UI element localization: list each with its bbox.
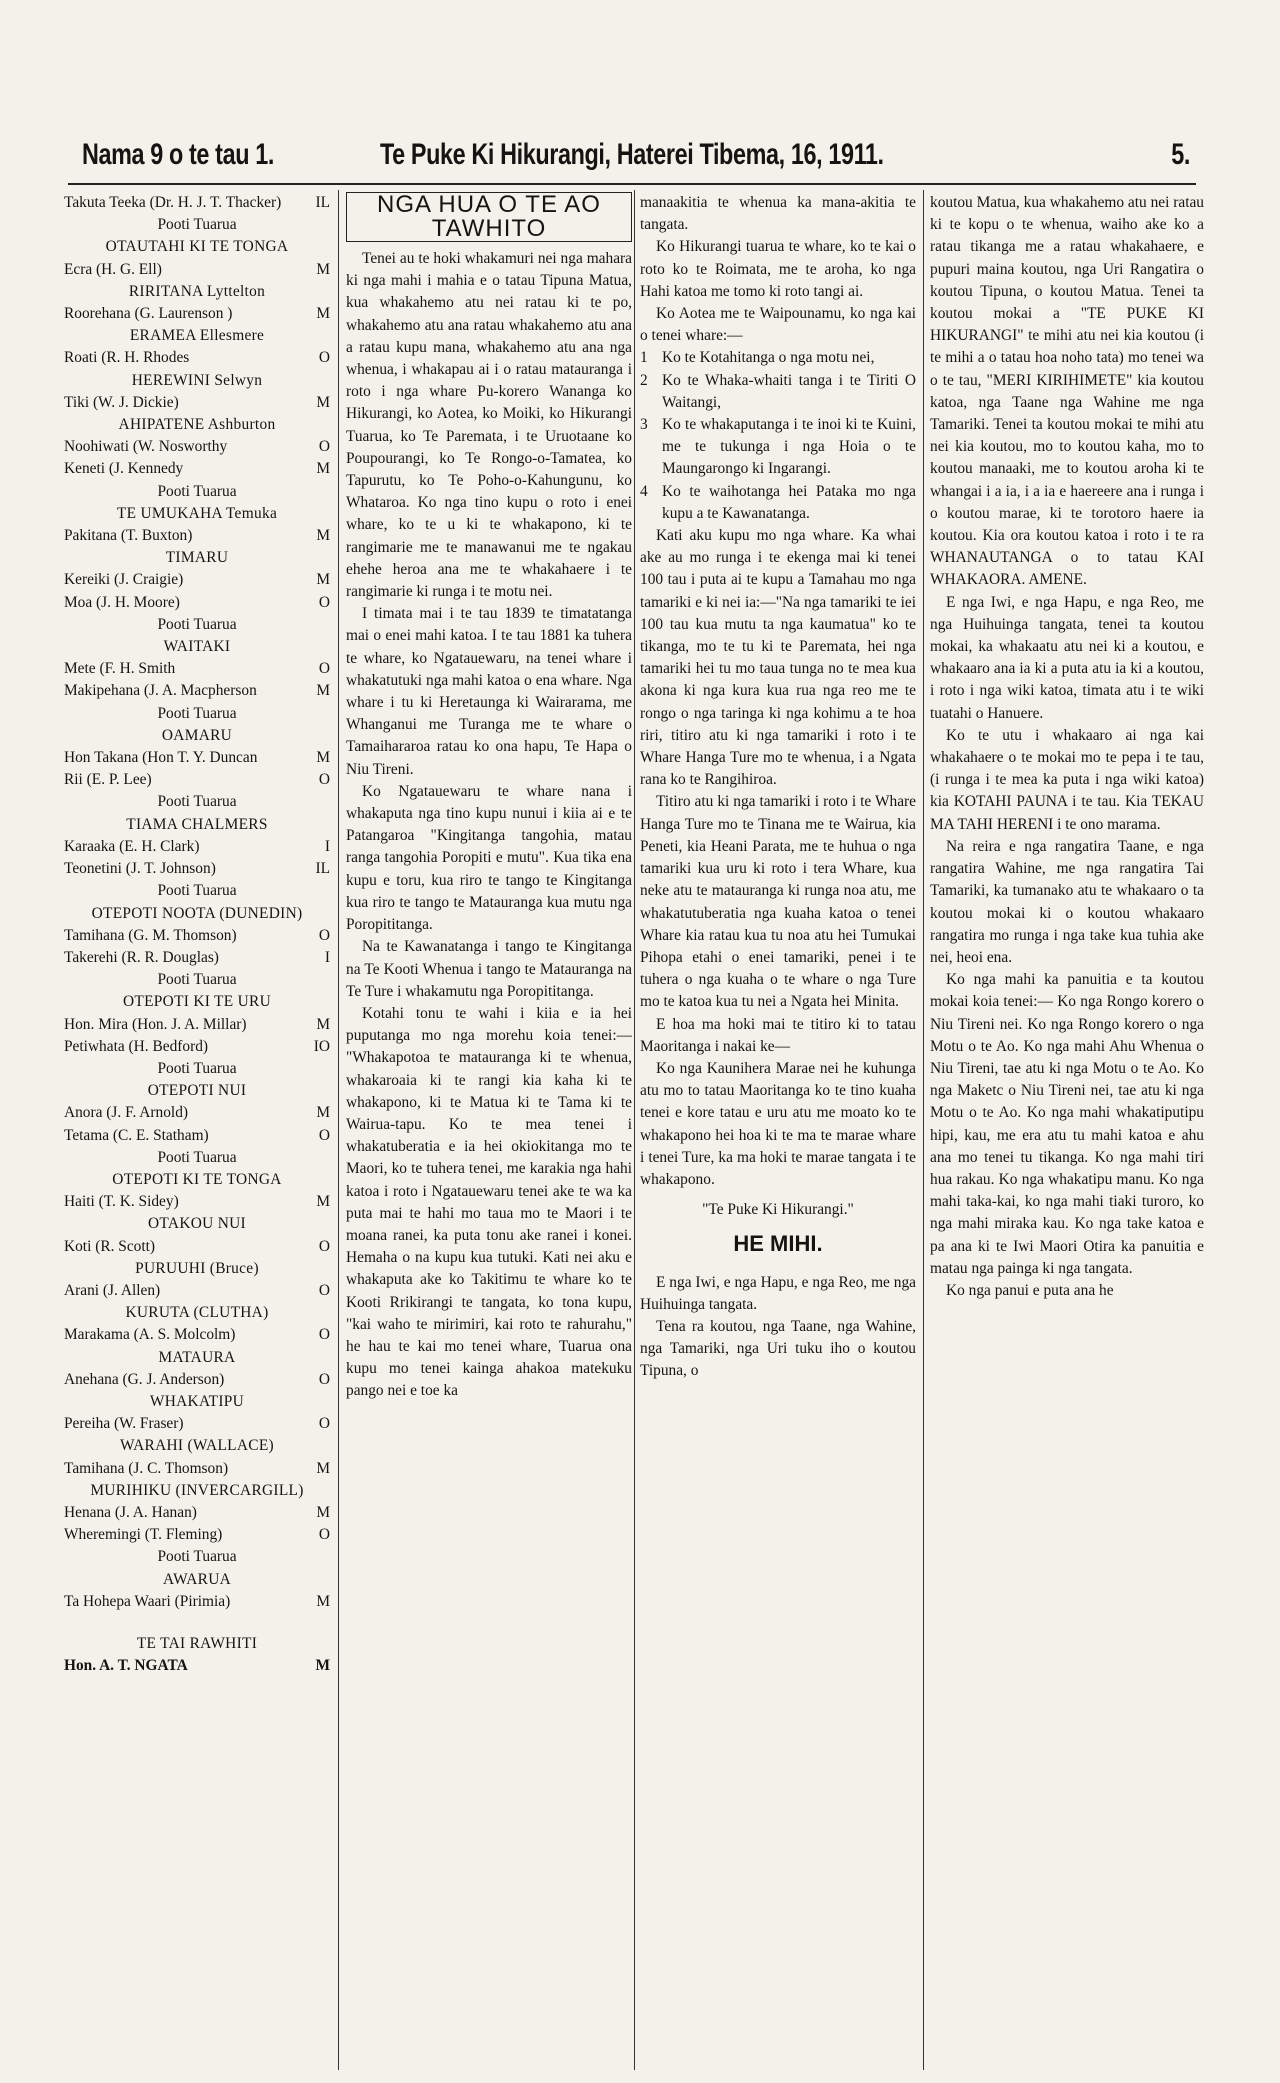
member-name: Roati (R. H. Rhodes — [64, 349, 190, 367]
party-mark: O — [318, 438, 330, 456]
paragraph: Titiro atu ki nga tamariki i roto i te Whare Hanga Ture mo te Tinana me te Wairua, kia Peneti, kia Heani Parata, me te huhua o nga tamariki kua uru ki roto i tera Whare, kua neke atu te matauranga ki runga noa atu, me whakatutuberatia nga kuaha katoa o tenei Whare kia ratau kua tu noa atu hei Tumukai Pihopa etahi o enei tamariki, penei i te tuhera o nga kuaha o te whare o nga Ture mo te katoa kua tu nei a Ngata hei Minita. — [640, 793, 916, 1011]
member-row — [64, 947, 330, 969]
member-name: Tamihana (J. C. Thomson) — [64, 1459, 229, 1477]
member-row — [64, 1502, 330, 1524]
paragraph: E nga Iwi, e nga Hapu, e nga Reo, me nga Huihuinga tangata, tenei ta koutou mokai, ka whakaatu atu nei ki a koutou, e whakaaro ana ia ki a puta atu ia ki a koutou, i roto i nga wiki katoa, timata atu i te wiki tuatahi o Hanuere. — [930, 593, 1204, 722]
member-row — [64, 303, 330, 325]
paragraph: Tena ra koutou, nga Taane, nga Wahine, nga Tamariki, nga Uri tuku iho o koutou Tipuna, o — [640, 1317, 916, 1380]
member-name: Pereiha (W. Fraser) — [64, 1415, 184, 1433]
party-mark: M — [316, 1503, 330, 1521]
member-row — [64, 592, 330, 614]
masthead — [82, 138, 1190, 180]
member-name: Roorehana (G. Laurenson ) — [64, 305, 233, 323]
paragraph: Ko te utu i whakaaro ai nga kai whakahaere o te mokai mo te pepa i te tau, (i runga i te mea ka puta i nga wiki katoa) kia KOTAHI PAUNA i te tau. Kia TEKAU MA TAHI HERENI i te ono marama. — [930, 726, 1204, 833]
member-row — [64, 347, 330, 369]
party-mark: O — [318, 593, 330, 611]
member-row — [64, 192, 330, 214]
party-mark: M — [316, 749, 330, 767]
newspaper-title: Te Puke Ki Hikurangi, Haterei Tibema, 16, 1911. — [380, 138, 884, 171]
member-name: Noohiwati (W. Nosworthy — [64, 438, 228, 456]
member-row — [64, 747, 330, 769]
member-row — [64, 1324, 330, 1346]
paragraph: Kati aku kupu mo nga whare. Ka whai ake au mo runga i te ekenga mai ki tenei 100 tau i puta ai te kupu a Tamahau mo nga tamariki e ki nei ia:—"Na nga tamariki te iei 100 tau kua mutu ta nga kaumatua" ko te tikanga, mo te tu ki te Paremata, hei nga tamariki hei tu mo taua tunga no te mea kua akona ki nga kura kua rua nga reo me te rongo o nga taringa ki nga kohimu a te hoa riri, titiro atu ki nga tamariki i roto i te Whare Hanga Ture mo te whenua, i a Ngata rana ko te Rangihiroa. — [640, 527, 916, 789]
party-mark: I — [324, 948, 330, 966]
electorate-name: OTAUTAHI KI TE TONGA — [105, 238, 289, 256]
electorate-name: TE UMUKAHA Temuka — [116, 504, 278, 522]
article-column-2 — [346, 192, 632, 2072]
list-item: 2 Ko te Whaka-whaiti tanga i te Tiriti O Waitangi, — [640, 371, 916, 411]
electorate-name: PURUUHI (Bruce) — [135, 1259, 259, 1277]
party-mark: M — [316, 1104, 330, 1122]
article-heading: NGA HUA O TE AO TAWHITO — [346, 192, 632, 242]
electorate-name: OTAKOU NUI — [148, 1215, 246, 1233]
paragraph: koutou Matua, kua whakahemo atu nei ratau ki te kopu o te whenua, waiho ake ko a ratau tikanga me a ratau whakahaere, e pupuri maina koutou, nga Uri Rangatira o koutou Tipuna, o koutou Matua. Tenei ta koutou mokai a "TE PUKE KI HIKURANGI" te mihi atu nei kia koutou (i te mihi a o tatau hoa noho tata) mo tenei wa o te tau, "MERI KIRIHIMETE" kia koutou katoa, nga Taane nga Wahine me nga Tamariki. Tenei ta koutou mokai te mihi atu nei kia koutou, mo to koutou kaha, mo to koutou manaaki, me to koutou aroha ki te whangai i a ia, i a ia e haereere ana i runga i o koutou marae, ki te torotoro haere ia koutou. Kia ora koutou katoa i roto i te ra WHANAUTANGA o to tatau KAI WHAKAORA. AMENE. — [930, 194, 1204, 589]
party-mark: O — [318, 1126, 330, 1144]
paragraph: Na te Kawanatanga i tango te Kingitanga na Te Kooti Whenua i tango te Matauranga na Te Ture i whakamutu nga Poropititanga. — [346, 938, 632, 1000]
member-name: Takuta Teeka (Dr. H. J. T. Thacker) — [64, 194, 282, 211]
second-ballot-label: Pooti Tuarua — [157, 482, 237, 500]
member-name: Henana (J. A. Hanan) — [64, 1503, 197, 1521]
member-row — [64, 1280, 330, 1302]
party-mark: M — [316, 571, 330, 589]
member-name: Mete (F. H. Smith — [64, 660, 176, 678]
spacer — [64, 1613, 330, 1633]
list-item: 4 Ko te waihotanga hei Pataka mo nga kupu a te Kawanatanga. — [640, 482, 916, 522]
party-mark: M — [316, 1592, 330, 1610]
electorate-name: TIMARU — [165, 549, 229, 567]
electorate-name: TE TAI RAWHITI — [136, 1635, 258, 1652]
member-name: Moa (J. H. Moore) — [64, 593, 180, 611]
member-row — [64, 1655, 330, 1677]
party-mark: O — [318, 926, 330, 944]
party-mark: O — [318, 660, 330, 678]
member-row — [64, 836, 330, 858]
electorate-name: MURIHIKU (INVERCARGILL) — [90, 1481, 304, 1499]
paragraph: Ko nga panui e puta ana he — [946, 1281, 1114, 1299]
election-results-column — [64, 192, 330, 2072]
column-divider — [923, 190, 924, 2070]
member-row — [64, 1102, 330, 1124]
party-mark: M — [316, 1193, 330, 1211]
member-row — [64, 1413, 330, 1435]
section-heading: HE MIHI. — [733, 1231, 823, 1257]
paragraph: Ko Hikurangi tuarua te whare, ko te kai o roto ko te Roimata, me te aroha, ko nga Hahi katoa me tomo ki roto tangi ai. — [640, 238, 916, 300]
electorate-name: ERAMEA Ellesmere — [129, 327, 265, 345]
member-row — [64, 769, 330, 791]
member-name: Anehana (G. J. Anderson) — [64, 1370, 225, 1388]
party-mark: I — [324, 837, 330, 855]
paragraph: Tenei au te hoki whakamuri nei nga mahara ki nga mahi i mahia e o tatau Tipuna Matua, kua whakahemo atu nei ratau ki te po, whakahemo atu ana ratau whakahemo atu ana a ratau kupu mana, whakahemo atu ana nga whenua, i whakapau ai i o ratau matauranga i roto i nga whare Pu-korero Wananga ko Hikurangi, ko Aotea, ko Moiki, ko Hikurangi Tuarua, ko Te Paremata, i te Uruotaane ko Poupourangi, ko Te Rongo-o-Tamatea, ko Tapurutu, ko Te Poho-o-Kahungunu, ko Whataroa. Ko nga tino kupu o roto i enei whare, ko te u ki te whakapono, ki te rangimarie me te manawanui me te ngakau ehehe heroa ana me te whakahaere i te rangimarie ki runga i te motu nei. — [346, 250, 632, 601]
member-name: Anora (J. F. Arnold) — [64, 1104, 189, 1122]
member-row — [64, 680, 330, 702]
member-name: Haiti (T. K. Sidey) — [64, 1193, 179, 1211]
member-row — [64, 259, 330, 281]
electorate-name: MATAURA — [158, 1348, 236, 1366]
member-name: Wheremingi (T. Fleming) — [64, 1526, 223, 1544]
member-name: Makipehana (J. A. Macpherson — [64, 682, 257, 700]
member-row — [64, 569, 330, 591]
second-ballot-label: Pooti Tuarua — [157, 1548, 237, 1566]
party-mark: IL — [315, 860, 330, 878]
member-row — [64, 658, 330, 680]
member-row — [64, 1125, 330, 1147]
member-name: Ecra (H. G. Ell) — [64, 260, 162, 278]
party-mark: O — [318, 1237, 330, 1255]
party-mark: M — [316, 1459, 330, 1477]
electorate-name: KURUTA (CLUTHA) — [125, 1304, 269, 1322]
member-name: Petiwhata (H. Bedford) — [64, 1037, 209, 1055]
paragraph: E nga Iwi, e nga Hapu, e nga Reo, me nga Huihuinga tangata. — [640, 1273, 916, 1313]
list-item: 3 Ko te whakaputanga i te inoi ki te Kuini, me te tukunga i nga Hoia o te Maungarongo ki Ingarangi. — [640, 416, 916, 478]
party-mark: IL — [315, 194, 330, 211]
member-row — [64, 1591, 330, 1613]
party-mark: M — [316, 527, 330, 545]
member-row — [64, 1369, 330, 1391]
paragraph: Kotahi tonu te wahi i kiia e ia hei puputanga mo nga morehu koia tenei:— "Whakapotoa te matauranga ki te whenua, whakaroaia ki te rangi kia kaha ki te whakapono, ki te Matua ki te Tama ki te Wairua-tapu. Ko te mea tenei i whakatuberatia e ia hei okiokitanga mo te Maori, ko te tuhera tenei, me karakia nga hahi katoa i roto i Ngatauewaru tenei ake te wa ka puta mai te hahi mo taua mo te Maori i te moana ranei, ka puta tonu ake ranei i konei. Hemaha o na kupu kua tutuki. Kati nei aku e whakaputa ake ko Takitimu te whare ko te Kooti Rrikirangi te tangata, ko tona kupu, "kai waho te mirimiri, kai roto te rahurahu," he hau te kai mo tenei whare, Tuarua ona kupu mo tenei kainga ahakoa matekuku pango nei e toe ka — [346, 1004, 632, 1400]
party-mark: O — [318, 1526, 330, 1544]
member-row — [64, 392, 330, 414]
electorate-name: AHIPATENE Ashburton — [118, 416, 276, 434]
second-ballot-label: Pooti Tuarua — [157, 1148, 237, 1166]
party-mark: O — [318, 349, 330, 367]
electorate-name: OTEPOTI KI TE URU — [122, 993, 272, 1011]
party-mark: M — [316, 1015, 330, 1033]
paragraph: Ko nga Kaunihera Marae nei he kuhunga atu mo to tatau Maoritanga ko te tino kuaha tenei e kore tatau e uru atu me moato ko te whakapono hei hoa ki te ma te marae whare i tenei Ture, ka ma hoki te marae tangata i te whakapono. — [640, 1059, 916, 1188]
electorate-name: OTEPOTI NOOTA (DUNEDIN) — [91, 904, 303, 922]
member-row — [64, 1524, 330, 1546]
member-name: Tamihana (G. M. Thomson) — [64, 926, 237, 944]
party-mark: M — [316, 682, 330, 700]
article-column-3 — [640, 192, 916, 2072]
second-ballot-label: Pooti Tuarua — [157, 704, 237, 722]
member-name: Teonetini (J. T. Johnson) — [64, 860, 216, 878]
paragraph: Na reira e nga rangatira Taane, e nga rangatira Wahine, me nga rangatira Tai Tamariki, ka tumanako atu te whakaaro o ta koutou mokai ki o koutou whakaaro rangatira mo runga i nga take kua tuhia ake nei, heoi ena. — [930, 837, 1204, 966]
member-row — [64, 1458, 330, 1480]
paragraph: Ko Ngatauewaru te whare nana i whakaputa nga tino kupu nunui i kiia ai e te Patangaroa "Kingitanga tangohia, matau ranga tangohia Poropiti e mutu". Kua tika ena kupu e toru, kua riro te tango te Kingitanga kua riro te tango te Matauranga kua mutu nga Poropititanga. — [346, 782, 632, 934]
member-name: Arani (J. Allen) — [64, 1281, 161, 1299]
member-row — [64, 858, 330, 880]
issue-number: Nama 9 o te tau 1. — [82, 138, 274, 171]
member-name: Hon. A. T. NGATA — [64, 1657, 188, 1675]
member-name: Hon Takana (Hon T. Y. Duncan — [64, 749, 258, 767]
electorate-name: RIRITANA Lyttelton — [128, 282, 266, 300]
electorate-name: OTEPOTI NUI — [147, 1082, 247, 1100]
member-row — [64, 1036, 330, 1058]
second-ballot-label: Pooti Tuarua — [157, 793, 237, 811]
member-name: Takerehi (R. R. Douglas) — [64, 948, 219, 966]
member-row — [64, 1236, 330, 1258]
second-ballot-label: Pooti Tuarua — [157, 216, 237, 234]
member-name: Koti (R. Scott) — [64, 1237, 156, 1255]
column-divider — [338, 190, 339, 2070]
paragraph: Ko Aotea me te Waipounamu, ko nga kai o tenei whare:— — [640, 305, 916, 345]
member-name: Tetama (C. E. Statham) — [64, 1126, 209, 1144]
masthead-rule — [68, 183, 1196, 185]
party-mark: O — [318, 1281, 330, 1299]
electorate-name: AWARUA — [162, 1570, 232, 1588]
member-row — [64, 525, 330, 547]
member-name: Hon. Mira (Hon. J. A. Millar) — [64, 1015, 247, 1033]
list-item: 1 Ko te Kotahitanga o nga motu nei, — [640, 349, 875, 367]
member-name: Ta Hohepa Waari (Pirimia) — [64, 1592, 231, 1610]
paragraph: manaakitia te whenua ka mana-akitia te tangata. — [640, 194, 916, 234]
electorate-name: WHAKATIPU — [149, 1392, 245, 1410]
party-mark: O — [318, 771, 330, 789]
member-name: Kereiki (J. Craigie) — [64, 571, 184, 589]
member-row — [64, 925, 330, 947]
member-name: Tiki (W. J. Dickie) — [64, 393, 179, 411]
member-row — [64, 1191, 330, 1213]
electorate-name: TIAMA CHALMERS — [126, 815, 268, 833]
party-mark: M — [316, 393, 330, 411]
party-mark: IO — [313, 1037, 330, 1055]
paragraph: Ko nga mahi ka panuitia e ta koutou mokai koia tenei:— Ko nga Rongo korero o Niu Tireni nei. Ko nga Rongo korero o nga Motu o te Ao. Ko nga mahi Ahu Whenua o Niu Tireni, tae atu ki nga Motu o te Ao. Ko nga Maketc o Niu Tireni nei, tae atu ki nga Motu o te Ao. Ko nga mahi whakatiputipu hipi, kau, me era atu tu mahi katoa e ahu ana mo tenei tu tikanga. Ko nga mahi tiri hua rakau. Ko nga whakatipu manu. Ko nga mahi taka-kai, ko nga mahi tiaki turoro, ko nga mahi miraka kau. Ko nga take katoa e pa ana ki te Iwi Maori Otira ka panuitia e matau nga painga ki nga tangata. — [930, 971, 1204, 1277]
paragraph: E hoa ma hoki mai te titiro ki to tatau Maoritanga i nakai ke— — [640, 1015, 916, 1055]
member-name: Marakama (A. S. Molcolm) — [64, 1326, 236, 1344]
party-mark: O — [318, 1326, 330, 1344]
page-number: 5. — [1171, 138, 1190, 171]
signature: "Te Puke Ki Hikurangi." — [702, 1201, 854, 1219]
party-mark: O — [318, 1415, 330, 1433]
electorate-name: HEREWINI Selwyn — [131, 371, 263, 389]
electorate-name: WAITAKI — [163, 638, 231, 656]
paragraph: I timata mai i te tau 1839 te timatatanga mai o enei mahi katoa. I te tau 1881 ka tuhera te whare, ko Ngatauewaru, na tenei whare i whakatutuki nga mahi katoa o ena whare. Nga whare i tu ki Heretaunga ki Wairarama, me Whanganui me Turanga me te whare o Tamaihararoa ratau ko ona hapu, Te Hapa o Niu Tireni. — [346, 605, 632, 778]
second-ballot-label: Pooti Tuarua — [157, 971, 237, 989]
party-mark: M — [316, 260, 330, 278]
electorate-name: OTEPOTI KI TE TONGA — [112, 1170, 282, 1188]
member-name: Karaaka (E. H. Clark) — [64, 837, 200, 855]
electorate-name: WARAHI (WALLACE) — [120, 1437, 274, 1455]
party-mark: M — [315, 1657, 330, 1675]
column-divider — [634, 190, 635, 2070]
electorate-name: OAMARU — [161, 726, 233, 744]
member-row — [64, 1014, 330, 1036]
second-ballot-label: Pooti Tuarua — [157, 615, 237, 633]
member-name: Pakitana (T. Buxton) — [64, 527, 193, 545]
member-name: Rii (E. P. Lee) — [64, 771, 152, 789]
article-column-4 — [930, 192, 1204, 2072]
second-ballot-label: Pooti Tuarua — [157, 882, 237, 900]
member-name: Keneti (J. Kennedy — [64, 460, 184, 478]
member-row — [64, 436, 330, 458]
party-mark: O — [318, 1370, 330, 1388]
member-row — [64, 458, 330, 480]
second-ballot-label: Pooti Tuarua — [157, 1059, 237, 1077]
party-mark: M — [316, 460, 330, 478]
party-mark: M — [316, 305, 330, 323]
